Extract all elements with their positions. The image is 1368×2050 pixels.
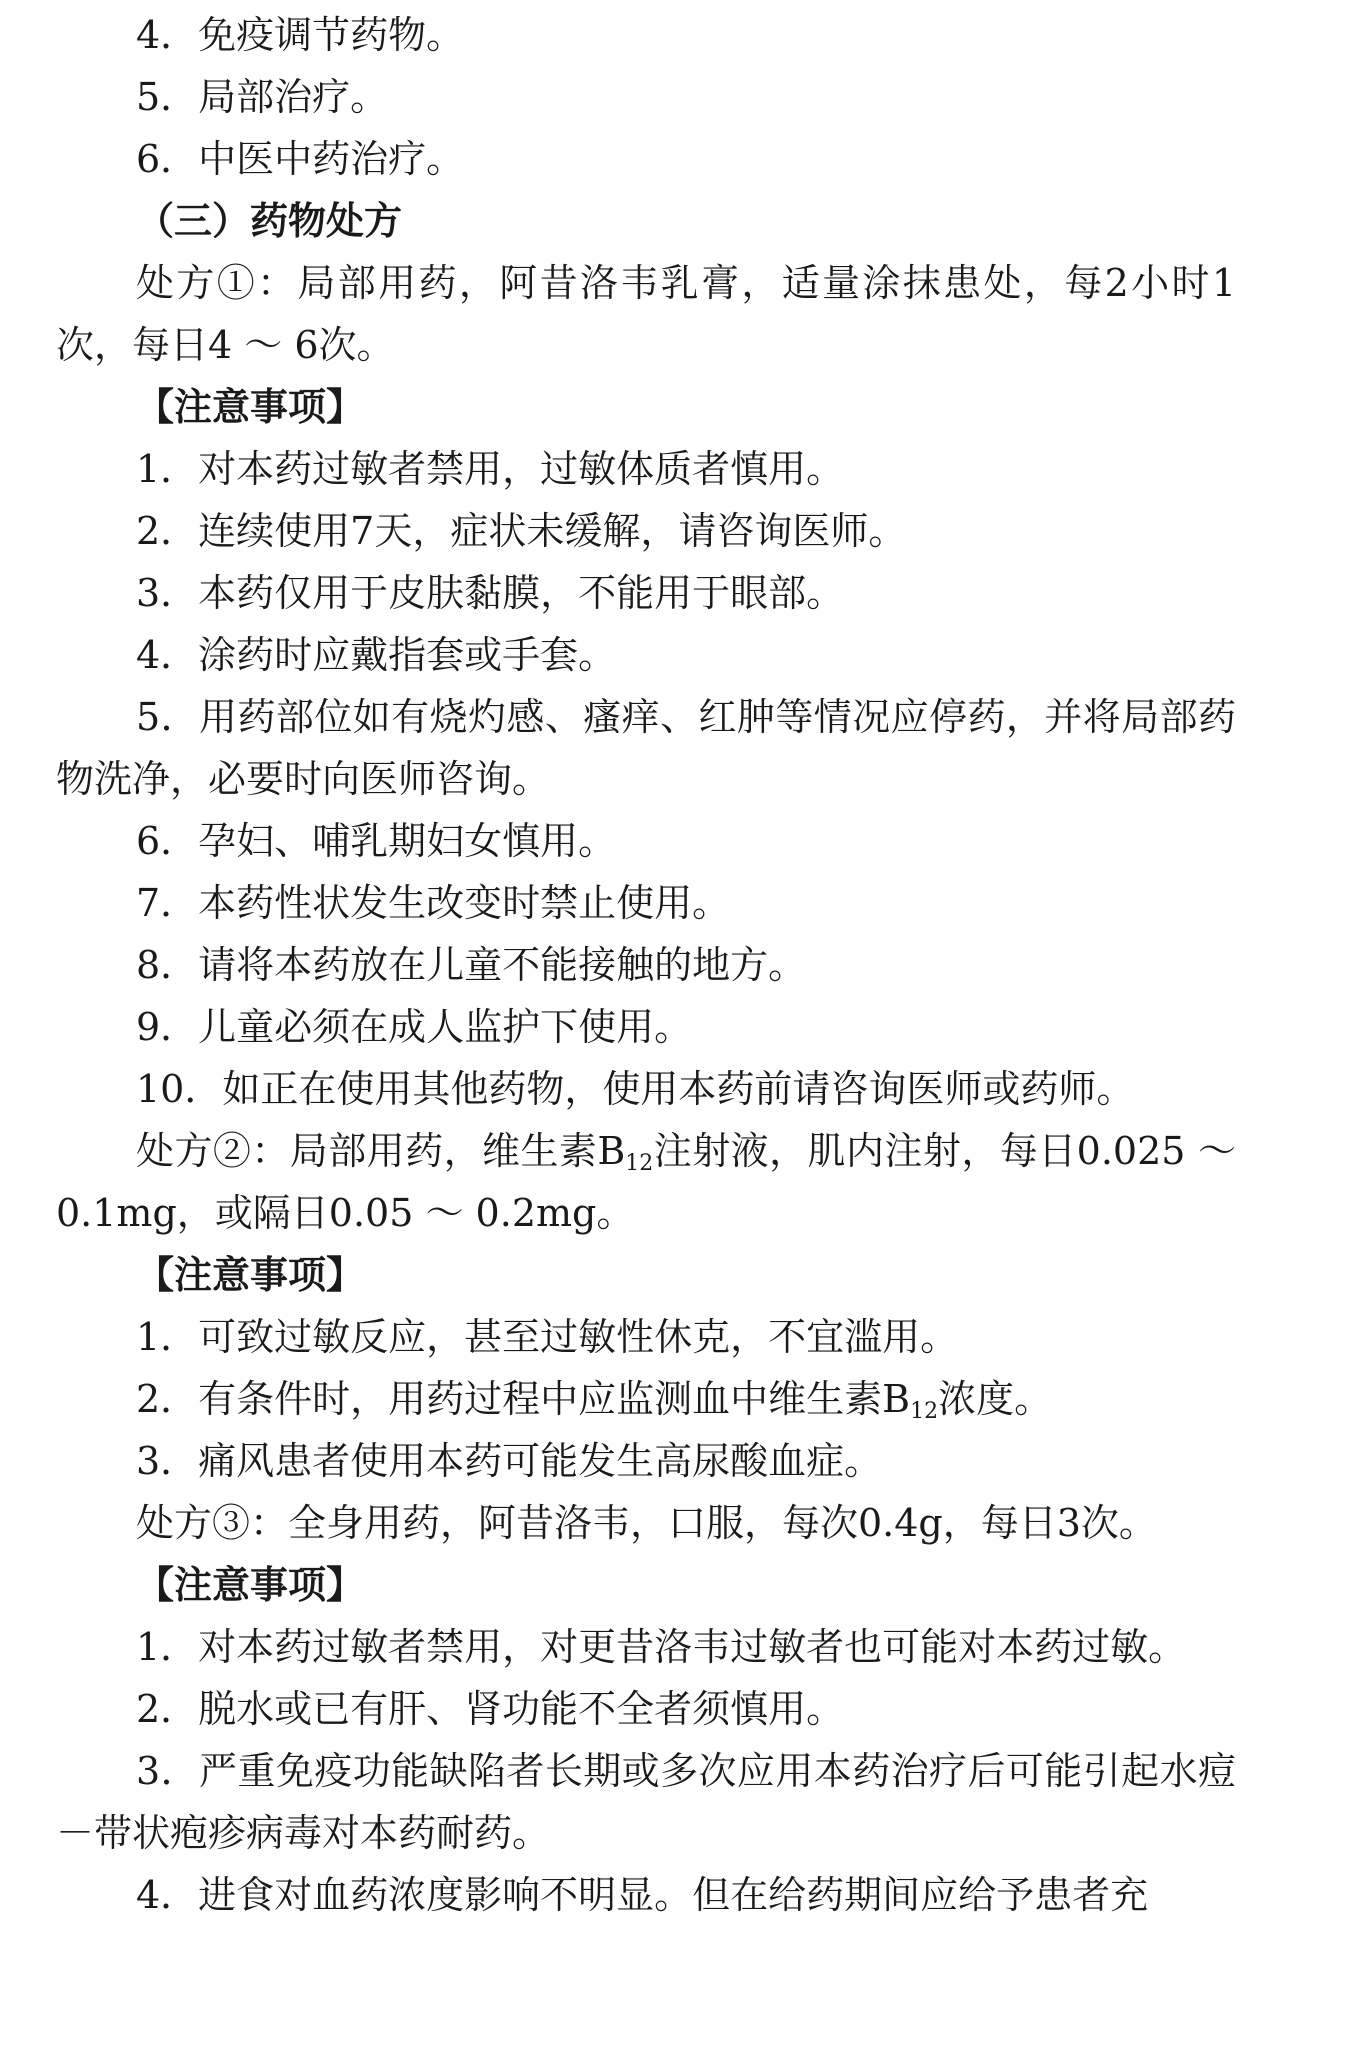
list-item: 1．对本药过敏者禁用，过敏体质者慎用。 bbox=[136, 447, 845, 491]
prescription-2 bbox=[56, 1120, 1236, 1244]
prescription-1: 处方①：局部用药，阿昔洛韦乳膏，适量涂抹患处，每2小时1次，每日4 ～ 6次。 bbox=[56, 261, 1236, 367]
list-item: 5．局部治疗。 bbox=[136, 75, 389, 119]
list-item: 6．孕妇、哺乳期妇女慎用。 bbox=[136, 819, 617, 863]
list-item: 9．儿童必须在成人监护下使用。 bbox=[136, 1005, 693, 1049]
list-item-text-b: 浓度。 bbox=[938, 1377, 1053, 1421]
list-item: 1．对本药过敏者禁用，对更昔洛韦过敏者也可能对本药过敏。 bbox=[136, 1625, 1187, 1669]
list-item: 2．脱水或已有肝、肾功能不全者须慎用。 bbox=[136, 1687, 845, 1731]
list-item: 1．可致过敏反应，甚至过敏性休克，不宜滥用。 bbox=[136, 1315, 959, 1359]
list-item: 10．如正在使用其他药物，使用本药前请咨询医师或药师。 bbox=[136, 1067, 1135, 1111]
section-heading: （三）药物处方 bbox=[136, 199, 403, 243]
notes-heading: 【注意事项】 bbox=[136, 1563, 365, 1607]
notes-heading: 【注意事项】 bbox=[136, 1253, 365, 1297]
list-item: 3．严重免疫功能缺陷者长期或多次应用本药治疗后可能引起水痘－带状疱疹病毒对本药耐药。 bbox=[56, 1749, 1236, 1855]
list-item: 4．涂药时应戴指套或手套。 bbox=[136, 633, 617, 677]
list-item: 5．用药部位如有烧灼感、瘙痒、红肿等情况应停药，并将局部药物洗净，必要时向医师咨询。 bbox=[56, 695, 1236, 801]
list-item: 6．中医中药治疗。 bbox=[136, 137, 465, 181]
list-item bbox=[56, 1368, 1236, 1430]
list-item-text-a: 2．有条件时，用药过程中应监测血中维生素B bbox=[136, 1377, 911, 1421]
document-page bbox=[56, 0, 1236, 1926]
list-item: 4．进食对血药浓度影响不明显。但在给药期间应给予患者充 bbox=[136, 1873, 1149, 1917]
list-item: 8．请将本药放在儿童不能接触的地方。 bbox=[136, 943, 807, 987]
list-item: 2．连续使用7天，症状未缓解，请咨询医师。 bbox=[136, 509, 907, 553]
prescription-2-text-a: 处方②：局部用药，维生素B bbox=[136, 1129, 626, 1173]
prescription-3: 处方③：全身用药，阿昔洛韦，口服，每次0.4g，每日3次。 bbox=[136, 1501, 1157, 1545]
subscript: 12 bbox=[910, 1399, 939, 1424]
subscript: 12 bbox=[625, 1151, 654, 1176]
prescription-2-text-b: 注射液，肌内注射，每日0.025 ～ 0.1mg，或隔日0.05 ～ 0.2mg。 bbox=[56, 1129, 1236, 1235]
list-item: 4．免疫调节药物。 bbox=[136, 13, 465, 57]
list-item: 7．本药性状发生改变时禁止使用。 bbox=[136, 881, 731, 925]
list-item: 3．痛风患者使用本药可能发生高尿酸血症。 bbox=[136, 1439, 883, 1483]
notes-heading: 【注意事项】 bbox=[136, 385, 365, 429]
list-item: 3．本药仅用于皮肤黏膜，不能用于眼部。 bbox=[136, 571, 845, 615]
